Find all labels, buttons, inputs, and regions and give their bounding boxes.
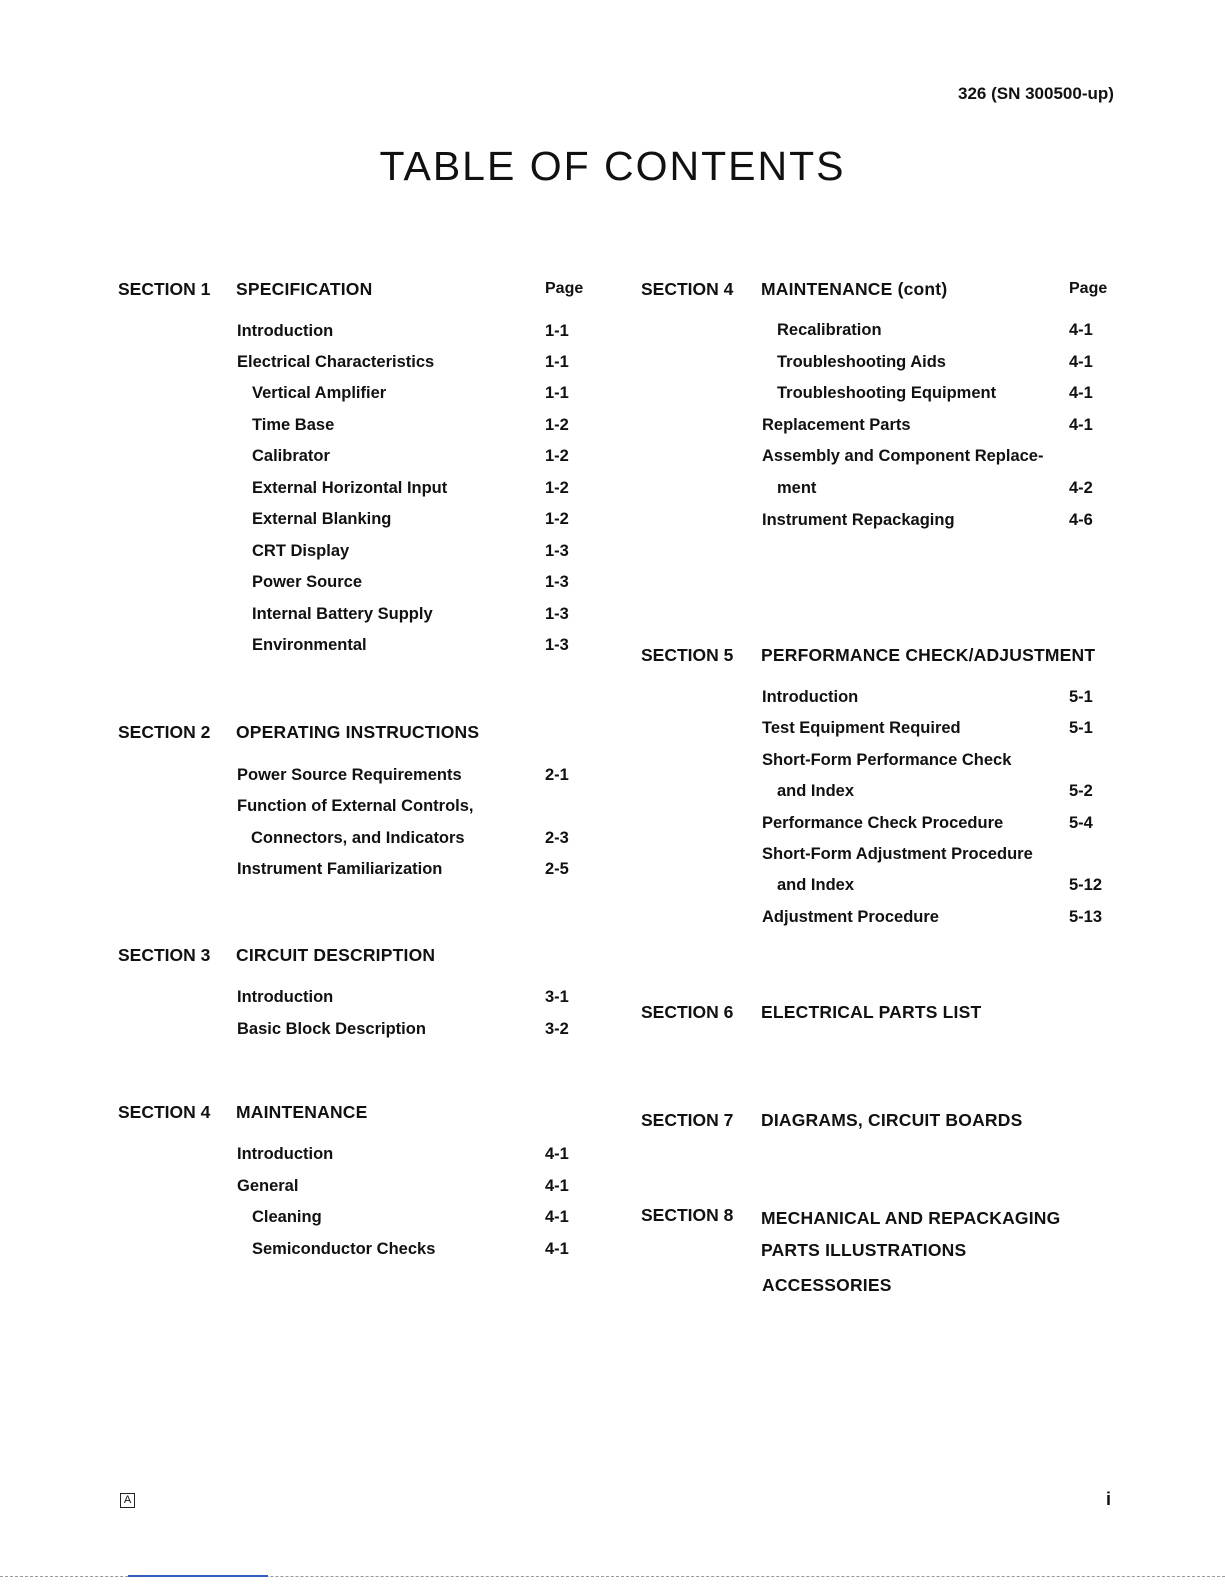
toc-entry[interactable]: Troubleshooting Aids [777, 353, 946, 371]
toc-page-number: 5-1 [1069, 719, 1093, 737]
section-title: OPERATING INSTRUCTIONS [236, 722, 480, 742]
toc-entry[interactable]: Power Source [252, 573, 363, 591]
toc-entry[interactable]: Performance Check Procedure [762, 814, 1004, 832]
revision-mark-icon: A [120, 1493, 135, 1508]
toc-page-number: 2-3 [545, 829, 569, 847]
toc-entry[interactable]: Test Equipment Required [762, 719, 961, 737]
toc-page-number: 4-1 [1069, 321, 1093, 339]
section-label: SECTION 8 [641, 1205, 734, 1225]
toc-page-number: 2-1 [545, 766, 569, 784]
toc-entry[interactable]: General [237, 1177, 299, 1195]
toc-entry[interactable]: Recalibration [777, 321, 882, 339]
toc-entry[interactable]: Basic Block Description [237, 1020, 426, 1038]
toc-entry[interactable]: Power Source Requirements [237, 766, 462, 784]
section-label: SECTION 4 [641, 279, 734, 299]
toc-page-number: 4-2 [1069, 479, 1093, 497]
toc-entry[interactable]: Adjustment Procedure [762, 908, 939, 926]
toc-page-number: 3-2 [545, 1020, 569, 1038]
toc-page-number: 1-1 [545, 384, 569, 402]
toc-page-number: 4-1 [1069, 384, 1093, 402]
toc-entry[interactable]: Instrument Familiarization [237, 860, 443, 878]
toc-entry[interactable]: Calibrator [252, 447, 330, 465]
toc-page-number: 5-13 [1069, 908, 1103, 926]
toc-entry[interactable]: Function of External Controls, [237, 797, 474, 815]
section-title-line: PARTS ILLUSTRATIONS [761, 1240, 967, 1260]
section-title: MAINTENANCE [236, 1102, 368, 1122]
toc-page-number: 4-1 [545, 1177, 569, 1195]
toc-entry[interactable]: Vertical Amplifier [252, 384, 387, 402]
section-title: MECHANICAL AND REPACKAGING [761, 1208, 1061, 1228]
toc-entry[interactable]: Electrical Characteristics [237, 353, 435, 371]
toc-page-number: 4-6 [1069, 511, 1093, 529]
toc-entry[interactable]: Time Base [252, 416, 335, 434]
section-label: SECTION 6 [641, 1002, 734, 1022]
toc-entry[interactable]: and Index [777, 782, 855, 800]
toc-page-number: 1-1 [545, 322, 569, 340]
toc-entry[interactable]: Assembly and Component Replace- [762, 447, 1044, 465]
toc-page-number: 1-3 [545, 573, 569, 591]
page-number: i [1106, 1489, 1112, 1509]
toc-entry[interactable]: Introduction [237, 988, 334, 1006]
toc-page-number: 5-1 [1069, 688, 1093, 706]
toc-entry[interactable]: Short-Form Performance Check [762, 751, 1012, 769]
toc-entry[interactable]: and Index [777, 876, 855, 894]
toc-page-number: 1-2 [545, 510, 569, 528]
toc-entry[interactable]: Connectors, and Indicators [251, 829, 465, 847]
toc-entry[interactable]: Replacement Parts [762, 416, 911, 434]
toc-page-number: 1-1 [545, 353, 569, 371]
toc-page-number: 1-2 [545, 447, 569, 465]
toc-entry[interactable]: Troubleshooting Equipment [777, 384, 997, 402]
link-underline [128, 1575, 268, 1577]
toc-page-number: 1-2 [545, 479, 569, 497]
section-title: SPECIFICATION [236, 279, 373, 299]
section-title: MAINTENANCE (cont) [761, 279, 948, 299]
toc-entry[interactable]: Introduction [237, 1145, 334, 1163]
section-label: SECTION 1 [118, 279, 211, 299]
toc-entry[interactable]: Environmental [252, 636, 367, 654]
section-label: SECTION 7 [641, 1110, 734, 1130]
toc-page-number: 5-4 [1069, 814, 1093, 832]
section-label: SECTION 3 [118, 945, 211, 965]
page-column-header: Page [545, 280, 584, 297]
toc-entry[interactable]: Internal Battery Supply [252, 605, 433, 623]
toc-entry[interactable]: Cleaning [252, 1208, 322, 1226]
page-column-header: Page [1069, 280, 1108, 297]
page-title: TABLE OF CONTENTS [379, 143, 846, 189]
toc-page-number: 1-3 [545, 542, 569, 560]
section-title: PERFORMANCE CHECK/ADJUSTMENT [761, 645, 1096, 665]
toc-page-number: 4-1 [545, 1145, 569, 1163]
section-title: DIAGRAMS, CIRCUIT BOARDS [761, 1110, 1023, 1130]
toc-page-number: 4-1 [545, 1240, 569, 1258]
toc-page-number: 1-3 [545, 605, 569, 623]
section-title: CIRCUIT DESCRIPTION [236, 945, 436, 965]
section-label: SECTION 2 [118, 722, 211, 742]
document-id: 326 (SN 300500-up) [958, 84, 1114, 103]
toc-page-number: 5-12 [1069, 876, 1103, 894]
toc-entry[interactable]: Introduction [237, 322, 334, 340]
toc-page-number: 4-1 [1069, 416, 1093, 434]
section-label: SECTION 4 [118, 1102, 211, 1122]
toc-page-number: 1-2 [545, 416, 569, 434]
toc-entry[interactable]: Semiconductor Checks [252, 1240, 436, 1258]
toc-page-number: 4-1 [545, 1208, 569, 1226]
toc-page-number: 2-5 [545, 860, 569, 878]
toc-entry[interactable]: CRT Display [252, 542, 350, 560]
toc-entry[interactable]: Instrument Repackaging [762, 511, 955, 529]
toc-page-number: 3-1 [545, 988, 569, 1006]
toc-entry[interactable]: External Horizontal Input [252, 479, 448, 497]
toc-entry[interactable]: Short-Form Adjustment Procedure [762, 845, 1033, 863]
toc-page-number: 5-2 [1069, 782, 1093, 800]
toc-page-number: 4-1 [1069, 353, 1093, 371]
toc-entry[interactable]: ment [777, 479, 817, 497]
section-title-line: ACCESSORIES [762, 1275, 892, 1295]
toc-entry[interactable]: Introduction [762, 688, 859, 706]
toc-entry[interactable]: External Blanking [252, 510, 392, 528]
toc-page-number: 1-3 [545, 636, 569, 654]
section-label: SECTION 5 [641, 645, 734, 665]
section-title: ELECTRICAL PARTS LIST [761, 1002, 982, 1022]
